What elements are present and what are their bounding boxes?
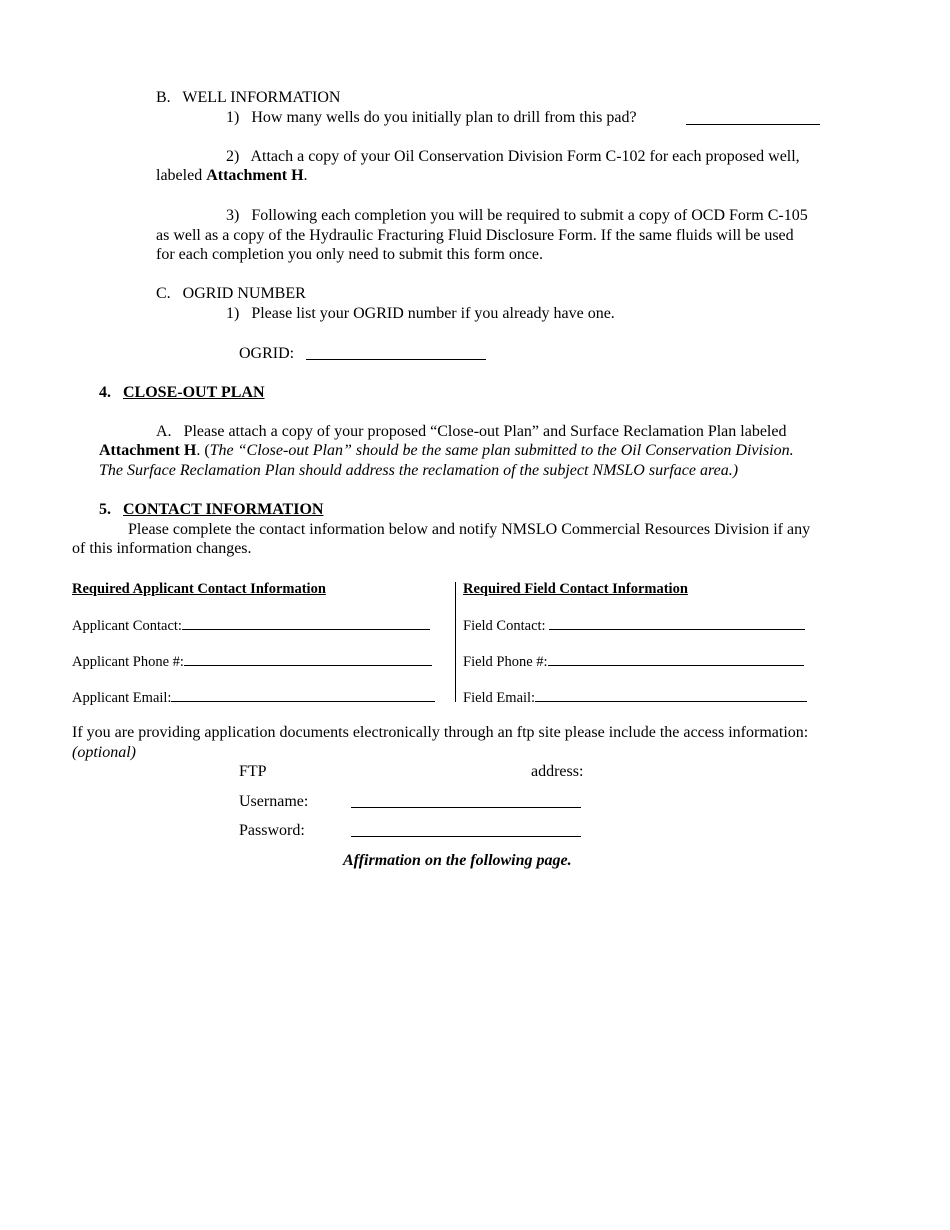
item-text: Please attach a copy of your proposed “Close-out Plan” and Surface Reclamation Plan labeled	[183, 423, 787, 440]
ftp-optional-note: (optional)	[72, 744, 136, 761]
well-count-input[interactable]	[686, 110, 820, 125]
text: .	[303, 167, 308, 184]
ftp-intro: If you are providing application documents electronically through an ftp site please include the access information:	[72, 724, 809, 741]
ftp-password-input[interactable]	[351, 822, 581, 837]
well-question-1	[226, 108, 637, 128]
closeout-a-line3: The Surface Reclamation Plan should address the reclamation of the subject NMSLO surface area.)	[99, 462, 739, 479]
question-number: 2)	[226, 148, 240, 165]
ftp-username-input[interactable]	[351, 793, 581, 808]
question-number: 3)	[226, 207, 240, 224]
applicant-phone-input[interactable]	[184, 651, 432, 666]
ftp-label: FTP	[239, 763, 267, 780]
applicant-contact-label: Applicant Contact:	[72, 618, 182, 634]
question-text: Please list your OGRID number if you already have one.	[251, 305, 615, 322]
ogrid-question-1	[226, 304, 615, 324]
applicant-contact-input[interactable]	[182, 615, 430, 630]
well-question-3-line3: for each completion you only need to submit this form once.	[156, 246, 544, 263]
section-5-title: CONTACT INFORMATION	[123, 501, 324, 518]
section-5-number: 5.	[99, 501, 111, 518]
applicant-phone-label: Applicant Phone #:	[72, 654, 184, 670]
field-email-input[interactable]	[535, 687, 807, 702]
section-4-title: CLOSE-OUT PLAN	[123, 384, 265, 401]
field-contact-input[interactable]	[549, 615, 805, 630]
contact-intro-line1: Please complete the contact information below and notify NMSLO Commercial Resources Division if any	[128, 521, 811, 538]
well-question-2-cont	[156, 166, 308, 186]
section-4-heading	[99, 383, 265, 403]
question-text: Following each completion you will be required to submit a copy of OCD Form C-105	[251, 207, 808, 224]
attachment-label: Attachment H	[206, 167, 304, 184]
applicant-contact-row	[72, 615, 430, 637]
well-question-2	[226, 147, 800, 167]
applicant-email-input[interactable]	[171, 687, 435, 702]
section-c-heading	[156, 284, 306, 304]
applicant-email-row	[72, 687, 435, 709]
field-phone-row	[463, 651, 804, 673]
section-c-letter: C.	[156, 285, 171, 302]
field-contact-label: Field Contact:	[463, 618, 546, 634]
section-c-title: OGRID NUMBER	[182, 285, 306, 302]
italic-note: The “Close-out Plan” should be the same plan submitted to the Oil Conservation Division.	[209, 442, 794, 459]
closeout-a-line1	[156, 422, 786, 442]
section-4-number: 4.	[99, 384, 111, 401]
attachment-label: Attachment H	[99, 442, 197, 459]
field-contact-heading: Required Field Contact Information	[463, 581, 688, 597]
applicant-contact-heading: Required Applicant Contact Information	[72, 581, 326, 597]
closeout-a-line2	[99, 441, 794, 461]
section-5-heading	[99, 500, 323, 520]
field-contact-row	[463, 615, 805, 637]
text: labeled	[156, 167, 207, 184]
affirmation-note: Affirmation on the following page.	[343, 852, 572, 869]
applicant-phone-row	[72, 651, 432, 673]
section-b-heading	[156, 88, 340, 108]
field-email-label: Field Email:	[463, 690, 536, 706]
ogrid-label: OGRID:	[239, 345, 295, 362]
question-number: 1)	[226, 109, 240, 126]
section-b-title: WELL INFORMATION	[182, 89, 341, 106]
field-phone-input[interactable]	[548, 651, 804, 666]
question-number: 1)	[226, 305, 240, 322]
ftp-password-label: Password:	[239, 822, 305, 839]
field-email-row	[463, 687, 807, 709]
ftp-address-label: address:	[531, 763, 584, 780]
item-letter: A.	[156, 423, 172, 440]
field-phone-label: Field Phone #:	[463, 654, 548, 670]
well-question-3	[226, 206, 808, 226]
ftp-username-label: Username:	[239, 793, 309, 810]
question-text: Attach a copy of your Oil Conservation Division Form C-102 for each proposed well,	[250, 148, 800, 165]
contact-intro-line2: of this information changes.	[72, 540, 252, 557]
well-question-3-line2: as well as a copy of the Hydraulic Fracturing Fluid Disclosure Form. If the same fluids will be used	[156, 227, 794, 244]
question-text: How many wells do you initially plan to drill from this pad?	[251, 109, 637, 126]
section-b-letter: B.	[156, 89, 171, 106]
text: . (	[196, 442, 210, 459]
ogrid-input[interactable]	[306, 345, 486, 360]
column-divider	[455, 582, 456, 702]
applicant-email-label: Applicant Email:	[72, 690, 172, 706]
